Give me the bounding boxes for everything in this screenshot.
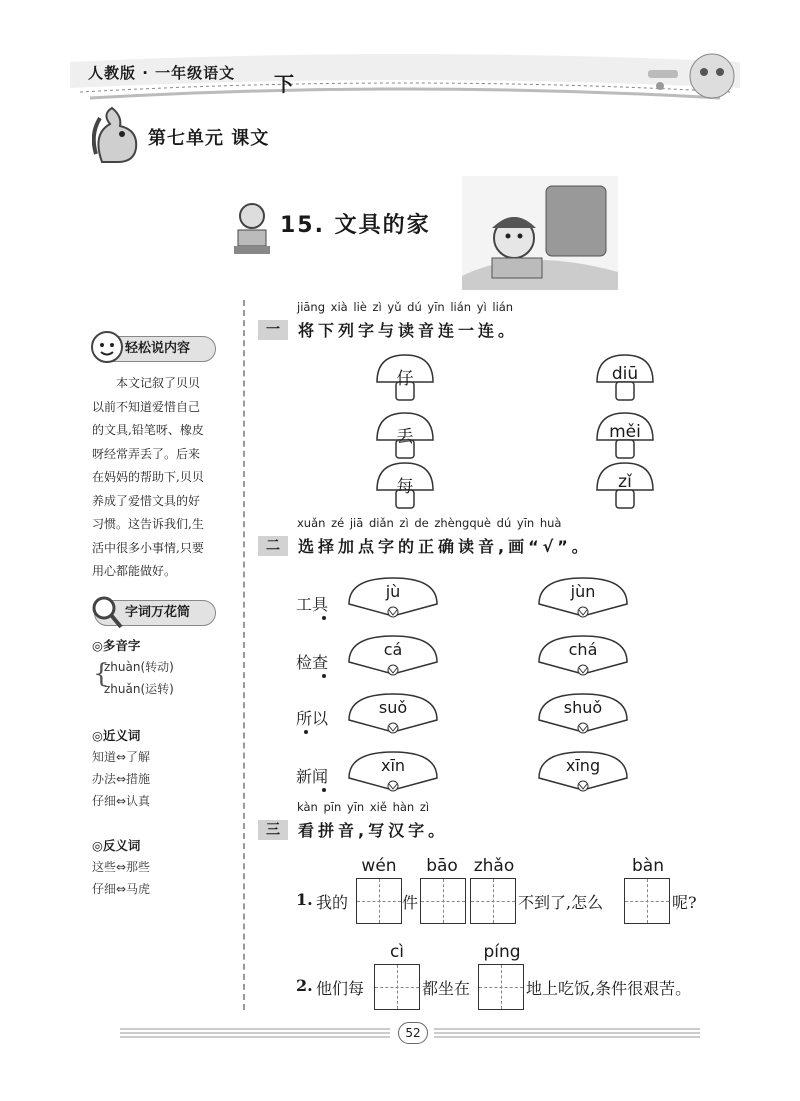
synonym-item: 知道⇔了解: [92, 750, 151, 764]
lesson-title: 15. 文具的家: [280, 213, 431, 238]
section2-pinyin: xuǎn zé jiā diǎn zì de zhèngquè dú yīn huà: [297, 516, 562, 530]
summary-title: 轻松说内容: [125, 341, 191, 356]
section3-pinyin: kàn pīn yīn xiě hàn zì: [297, 800, 430, 814]
emphasis-dot: [304, 730, 308, 734]
question-word: 检查: [296, 653, 329, 672]
sentence-text: 件: [402, 893, 419, 912]
header-cartoon-icon: [640, 46, 740, 102]
writing-box[interactable]: [470, 878, 516, 924]
section1-instruction: 将下列字与读音连一连。: [298, 321, 519, 340]
summary-text: [92, 372, 232, 584]
section1-number: 一: [258, 320, 288, 340]
section3-instruction: 看拼音,写汉字。: [298, 821, 449, 840]
sentence-text: 他们每: [316, 979, 365, 998]
mushroom-pinyin[interactable]: zǐ: [618, 472, 632, 492]
section1-pinyin: jiāng xià liè zì yǔ dú yīn lián yì lián: [297, 300, 514, 314]
section2-instruction: 选择加点字的正确读音,画“√”。: [298, 537, 592, 556]
synonym-item: 办法⇔措施: [92, 772, 151, 786]
emphasis-dot: [322, 616, 326, 620]
antonym-item: 仔细⇔马虎: [92, 882, 151, 896]
fan-option-label[interactable]: cá: [383, 640, 403, 659]
mushroom-char[interactable]: 每: [396, 477, 414, 497]
emphasis-dot: [322, 788, 326, 792]
sentence-number: 2.: [296, 976, 313, 995]
summary-line: 活中很多小事情,只要: [92, 540, 204, 555]
sentence-text: 我的: [316, 893, 349, 912]
squirrel-mascot-icon: [92, 104, 144, 164]
unit-title: 第七单元 课文: [148, 128, 270, 149]
fan-option-label[interactable]: shuǒ: [563, 698, 603, 717]
sentence-number: 1.: [296, 890, 313, 909]
summary-line: 的文具,铅笔呀、橡皮: [92, 423, 204, 437]
antonym-heading: ◎反义词: [92, 838, 141, 853]
summary-line: 习惯。这告诉我们,生: [92, 517, 204, 531]
page-number: 52: [398, 1022, 428, 1044]
mascot-face-icon: [90, 330, 124, 364]
writing-box[interactable]: [624, 878, 670, 924]
answer-pinyin: zhǎo: [473, 856, 515, 876]
question-word: 工具: [296, 595, 329, 614]
sentence-text: 不到了,怎么: [518, 893, 604, 912]
writing-box[interactable]: [420, 878, 466, 924]
section3-number: 三: [258, 820, 288, 840]
polyphone-item: zhuàn(转动): [104, 660, 174, 674]
lesson-illustration: [462, 176, 618, 290]
fan-option-label[interactable]: jù: [385, 582, 401, 601]
sidebar-divider: [243, 300, 245, 1010]
fan-option-label[interactable]: xīn: [380, 756, 406, 775]
fan-option-label[interactable]: jùn: [570, 582, 596, 601]
fan-option-label[interactable]: xīng: [565, 756, 601, 775]
header-volume: 下: [274, 72, 294, 96]
summary-line: 本文记叙了贝贝: [116, 376, 201, 390]
mushroom-char[interactable]: 丢: [396, 427, 414, 447]
reading-girl-icon: [232, 200, 272, 256]
question-word: 新闻: [296, 767, 329, 786]
polyphone-heading: ◎多音字: [92, 638, 141, 653]
vocab-title: 字词万花筒: [125, 605, 191, 620]
summary-line: 在妈妈的帮助下,贝贝: [92, 470, 204, 484]
antonym-item: 这些⇔那些: [92, 860, 151, 874]
question-word: 所以: [296, 709, 329, 728]
summary-line: 用心都能做好。: [92, 564, 177, 578]
answer-pinyin: bāo: [426, 856, 458, 876]
summary-line: 以前不知道爱惜自己: [92, 399, 201, 414]
magnifier-icon: [90, 594, 124, 630]
sentence-text: 都坐在: [422, 979, 471, 998]
polyphone-brace: {: [93, 659, 110, 689]
sentence-text: 地上吃饭,条件很艰苦。: [526, 979, 692, 998]
header-brand: 人教版 · 一年级语文: [88, 64, 236, 82]
answer-pinyin: píng: [483, 942, 521, 962]
writing-box[interactable]: [374, 964, 420, 1010]
sentence-text: 呢?: [672, 893, 697, 912]
mushroom-pinyin[interactable]: diū: [611, 364, 639, 384]
answer-pinyin: cì: [389, 942, 405, 962]
mushroom-char[interactable]: 仔: [396, 369, 414, 389]
summary-line: 呀经常弄丢了。后来: [92, 446, 201, 461]
emphasis-dot: [322, 674, 326, 678]
synonym-heading: ◎近义词: [92, 728, 141, 743]
synonym-item: 仔细⇔认真: [92, 794, 151, 808]
writing-box[interactable]: [356, 878, 402, 924]
section2-number: 二: [258, 536, 288, 556]
writing-box[interactable]: [478, 964, 524, 1010]
summary-line: 养成了爱惜文具的好: [92, 493, 201, 508]
fan-option-label[interactable]: chá: [568, 640, 598, 659]
polyphone-item: zhuǎn(运转): [104, 682, 174, 696]
mushroom-pinyin[interactable]: měi: [609, 422, 641, 442]
answer-pinyin: wén: [361, 856, 397, 876]
fan-option-label[interactable]: suǒ: [378, 698, 408, 717]
answer-pinyin: bàn: [632, 856, 664, 876]
